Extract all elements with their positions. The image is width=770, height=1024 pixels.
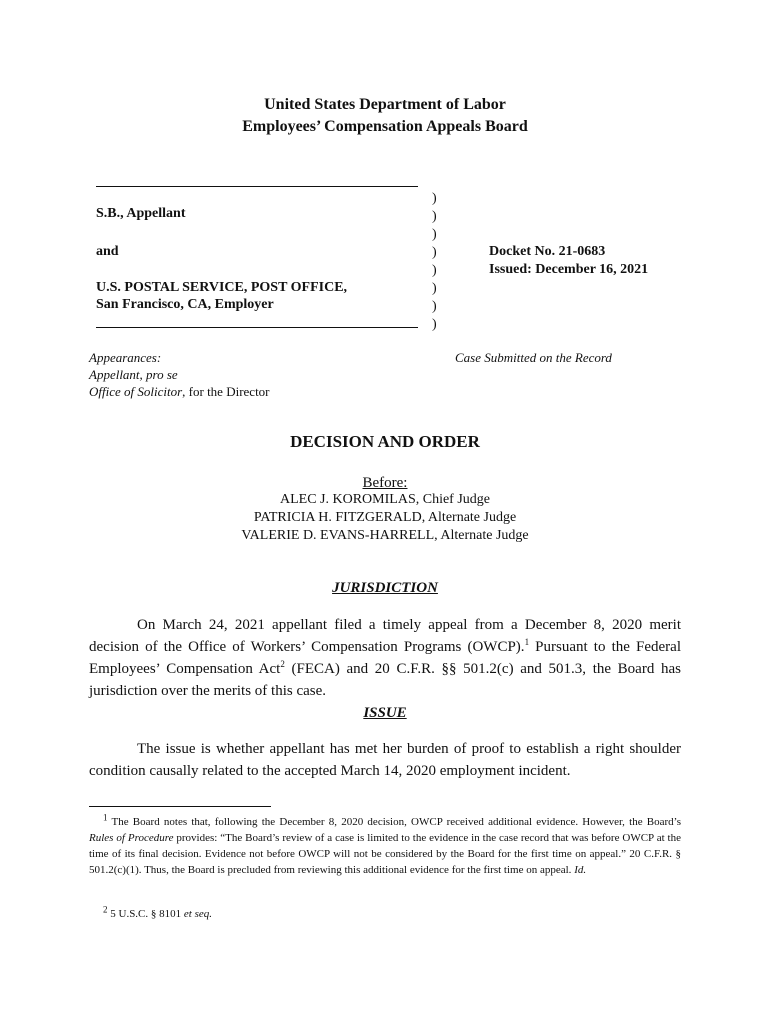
- caption-bottom-rule: [96, 327, 418, 328]
- footnote-separator: [89, 806, 271, 807]
- footnote-ref-2[interactable]: 2: [280, 659, 285, 669]
- appellant-pro-se: Appellant, pro se: [89, 367, 178, 382]
- agency-name: United States Department of Labor: [264, 96, 506, 113]
- issue-heading: ISSUE: [363, 705, 407, 721]
- footnote-2-number: 2: [103, 904, 108, 915]
- case-submitted: Case Submitted on the Record: [455, 350, 612, 365]
- issue-paragraph: The issue is whether appellant has met her burden of proof to establish a right shoulder condition causally related to the accepted March 14, 2020 employment incident.: [89, 741, 681, 779]
- paren: ): [432, 191, 437, 206]
- paren: ): [432, 299, 437, 314]
- paren: ): [432, 317, 437, 332]
- footnote-1: [89, 814, 681, 878]
- decision-title: DECISION AND ORDER: [290, 432, 480, 451]
- jurisdiction-text-2: Pursuant to the Federal Employees’ Compensation Act: [89, 639, 681, 677]
- paren: ): [432, 209, 437, 224]
- caption-parens: [432, 190, 442, 334]
- solicitor-role: , for the Director: [182, 384, 270, 399]
- judge-2: PATRICIA H. FITZGERALD, Alternate Judge: [253, 510, 517, 525]
- paren: ): [432, 263, 437, 278]
- employer-line-2: San Francisco, CA, Employer: [96, 297, 274, 312]
- footnote-1-text-b: provides: “The Board’s review of a case is limited to the evidence in the case record that was before OWCP at the time of its final decision. Evidence not before OWCP will not be considered by the Board for the first time on appeal.” 20 C.F.R. § 501.2(c)(1). Thus, the Board is precluded from reviewing this additional evidence for the first time on appeal.: [89, 832, 681, 876]
- footnote-2-text: 5 U.S.C. § 8101: [107, 908, 184, 920]
- jurisdiction-heading: JURISDICTION: [332, 580, 438, 596]
- board-name: Employees’ Compensation Appeals Board: [242, 118, 528, 135]
- issued-date: Issued: December 16, 2021: [489, 262, 649, 277]
- judge-3: VALERIE D. EVANS-HARRELL, Alternate Judge: [241, 528, 529, 543]
- footnote-1-id: Id.: [574, 864, 587, 876]
- footnote-1-text-a: The Board notes that, following the December 8, 2020 decision, OWCP received additional evidence. However, the Board’s: [107, 816, 681, 828]
- jurisdiction-text-1: On March 24, 2021 appellant filed a timely appeal from a December 8, 2020 merit decision of the Office of Workers’ Compensation Programs (OWCP).: [89, 617, 681, 655]
- footnote-1-rules: Rules of Procedure: [89, 832, 174, 844]
- solicitor-name: Office of Solicitor: [89, 384, 183, 399]
- paren: ): [432, 281, 437, 296]
- footnote-2-etseq: et seq.: [183, 908, 213, 920]
- paren: ): [432, 245, 437, 260]
- solicitor-line: [89, 384, 270, 400]
- jurisdiction-text-3: (FECA) and 20 C.F.R. §§ 501.2(c) and 501.3, the Board has jurisdiction over the merits of this case.: [89, 661, 681, 699]
- appearances-label: Appearances:: [89, 350, 162, 365]
- footnote-2: [89, 906, 681, 922]
- caption-and: and: [96, 244, 119, 259]
- footnote-1-number: 1: [103, 812, 108, 823]
- paren: ): [432, 227, 437, 242]
- jurisdiction-paragraph: [89, 614, 681, 702]
- appellant-name: S.B., Appellant: [96, 206, 186, 221]
- employer-line-1: U.S. POSTAL SERVICE, POST OFFICE,: [96, 280, 348, 295]
- before-label: Before:: [362, 475, 408, 491]
- caption-top-rule: [96, 186, 418, 187]
- footnote-ref-1[interactable]: 1: [524, 637, 530, 647]
- docket-number: Docket No. 21-0683: [489, 244, 606, 259]
- judge-1: ALEC J. KOROMILAS, Chief Judge: [280, 492, 490, 507]
